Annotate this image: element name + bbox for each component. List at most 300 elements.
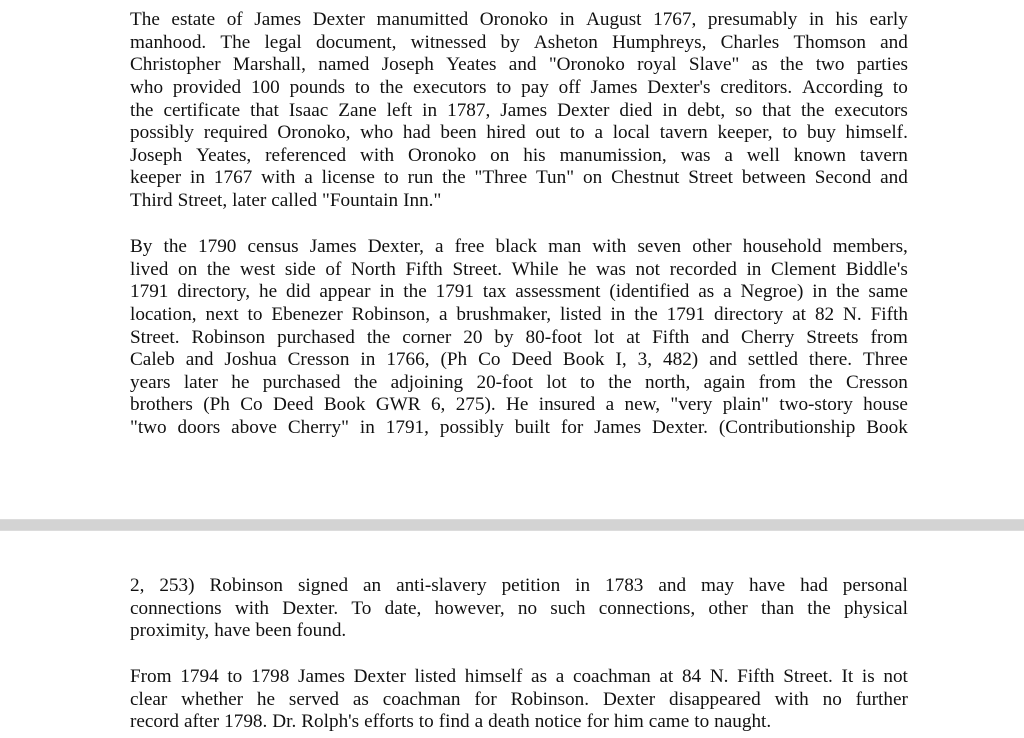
text-line: [130, 598, 908, 621]
word: off: [558, 76, 581, 98]
text-line: [130, 349, 908, 372]
word: naught.: [714, 711, 772, 733]
word: coachman: [382, 688, 461, 710]
text-line: [130, 145, 908, 168]
word: the: [608, 371, 632, 393]
word: Marshall,: [232, 54, 306, 76]
word: Cresson: [287, 349, 350, 371]
word: brushmaker,: [456, 303, 552, 325]
word: the: [403, 281, 427, 303]
word: appear: [319, 281, 371, 303]
word: Fifth: [405, 258, 443, 280]
word: Deed: [511, 349, 552, 371]
word: settled: [747, 349, 798, 371]
word: 84: [681, 666, 702, 687]
word: the: [130, 99, 154, 121]
word: buy: [807, 122, 836, 144]
word: later: [232, 190, 267, 212]
word: From: [130, 666, 172, 687]
word: was: [595, 258, 626, 280]
word: Street.: [783, 666, 833, 687]
word: presumably: [707, 9, 798, 30]
word: Cherry": [287, 417, 349, 439]
word: creditors.: [720, 76, 793, 98]
word: in: [422, 99, 438, 121]
word: 2,: [130, 575, 145, 596]
word: west: [239, 258, 276, 280]
word: Book: [323, 394, 366, 416]
word: other: [692, 236, 732, 257]
word: a: [474, 711, 484, 733]
word: black: [495, 236, 538, 257]
word: further: [855, 688, 908, 710]
word: The: [130, 9, 160, 30]
word: purchased: [262, 371, 341, 393]
word: Slave": [688, 54, 740, 76]
word: he: [258, 281, 278, 303]
word: connections: [130, 597, 222, 619]
word: 1791,: [385, 417, 429, 439]
word: Ebenezer: [271, 303, 343, 325]
word: date,: [384, 597, 422, 619]
word: to: [496, 76, 512, 98]
word: with: [360, 144, 395, 166]
word: personal: [842, 575, 908, 596]
word: James: [254, 9, 302, 30]
word: with: [774, 688, 809, 710]
word: to: [782, 122, 798, 144]
text-line: [130, 100, 908, 123]
word: in: [746, 258, 762, 280]
word: parties: [856, 54, 908, 76]
word: himself.: [845, 122, 908, 144]
word: debt,: [687, 99, 726, 121]
word: a: [594, 122, 603, 144]
word: no: [822, 688, 842, 710]
word: a: [555, 666, 565, 687]
word: Second: [814, 167, 872, 189]
word: new,: [624, 394, 661, 416]
word: certificate: [163, 99, 241, 121]
word: whether: [181, 688, 243, 710]
word: of: [226, 9, 243, 30]
word: He: [506, 394, 529, 416]
word: record: [130, 711, 179, 733]
word: estate: [171, 9, 216, 30]
word: Fifth: [870, 303, 908, 325]
word: his: [835, 9, 858, 30]
word: Three: [863, 349, 908, 371]
word: and: [658, 575, 687, 596]
text-line: [130, 711, 908, 734]
word: man: [548, 236, 582, 257]
word: Dexter.: [282, 597, 339, 619]
word: Oronoko: [408, 144, 477, 166]
word: run: [407, 167, 434, 189]
word: Zane: [338, 99, 377, 121]
word: on: [582, 167, 603, 189]
paragraph-anti-slavery-petition: [130, 575, 908, 643]
word: no: [517, 597, 538, 619]
word: Co: [478, 349, 501, 371]
word: brothers: [130, 394, 193, 416]
word: for: [560, 417, 584, 439]
word: insured: [538, 394, 596, 416]
word: 20: [463, 326, 483, 348]
word: To: [351, 597, 372, 619]
text-line: [130, 394, 908, 417]
word: I,: [615, 349, 627, 371]
word: the: [379, 76, 404, 98]
word: James: [298, 666, 345, 687]
word: left: [386, 99, 413, 121]
word: 1798: [250, 666, 290, 687]
word: for: [474, 688, 497, 710]
word: years: [130, 371, 171, 393]
word: his: [523, 144, 546, 166]
word: 1794: [180, 666, 219, 687]
word: executors: [834, 99, 908, 121]
word: same: [868, 281, 908, 303]
word: served: [288, 688, 339, 710]
word: anti-slavery: [396, 575, 487, 596]
word: manhood.: [130, 31, 207, 53]
word: plain": [722, 394, 769, 416]
word: lived: [130, 258, 169, 280]
word: keeper: [130, 167, 182, 189]
word: in: [812, 281, 828, 303]
paragraph-coachman: [130, 666, 908, 734]
word: in: [190, 167, 205, 189]
text-line: [130, 54, 908, 77]
word: who: [360, 122, 394, 144]
word: did: [285, 281, 311, 303]
word: been: [440, 122, 477, 144]
word: coachman: [572, 666, 651, 687]
word: and: [880, 31, 908, 53]
word: "two: [130, 417, 167, 439]
word: the: [206, 258, 231, 280]
word: not: [635, 258, 661, 280]
word: the: [800, 99, 825, 121]
text-line: [130, 122, 908, 145]
word: have: [748, 575, 786, 596]
word: Chestnut: [611, 167, 680, 189]
word: to: [569, 122, 585, 144]
word: free: [454, 236, 485, 257]
word: connections,: [598, 597, 696, 619]
word: himself: [464, 666, 523, 687]
word: the: [807, 597, 831, 619]
word: 6,: [430, 394, 446, 416]
word: Thomson: [793, 31, 866, 53]
word: as: [698, 281, 715, 303]
word: Humphreys,: [612, 31, 707, 53]
word: Robinson.: [510, 688, 590, 710]
word: by: [500, 31, 520, 53]
word: in: [379, 281, 395, 303]
word: and: [880, 167, 908, 189]
word: Dexter: [557, 99, 610, 121]
word: the: [163, 236, 187, 257]
word: listed: [414, 666, 457, 687]
word: 1791: [435, 281, 474, 303]
text-line: [130, 259, 908, 282]
word: Oronoko: [479, 9, 548, 30]
word: 3,: [637, 349, 653, 371]
word: to: [383, 167, 399, 189]
word: pounds: [289, 76, 346, 98]
word: Yeates: [446, 54, 497, 76]
word: August: [586, 9, 642, 30]
word: possibly: [439, 417, 504, 439]
word: north,: [645, 371, 691, 393]
word: Dr.: [272, 711, 297, 733]
text-line: [130, 304, 908, 327]
word: at: [792, 303, 807, 325]
word: have: [214, 620, 251, 642]
word: (Contributionship: [718, 417, 856, 439]
word: disappeared: [669, 688, 761, 710]
word: Caleb: [130, 349, 175, 371]
word: later: [183, 371, 218, 393]
word: and: [701, 326, 730, 348]
word: 275).: [455, 394, 496, 416]
word: on: [490, 144, 510, 166]
word: Fifth: [652, 326, 690, 348]
word: Joseph: [130, 144, 183, 166]
word: a: [605, 394, 615, 416]
word: again: [703, 371, 746, 393]
word: came: [648, 711, 690, 733]
word: 20-foot: [476, 371, 533, 393]
word: required: [203, 122, 268, 144]
word: notice: [534, 711, 582, 733]
word: Robinson: [191, 326, 266, 348]
word: for: [586, 711, 609, 733]
word: that: [250, 99, 279, 121]
word: a: [438, 303, 448, 325]
text-line: [130, 327, 908, 350]
word: manumission,: [559, 144, 667, 166]
word: out: [535, 122, 561, 144]
text-line: [130, 575, 908, 598]
word: may: [700, 575, 735, 596]
word: to: [354, 76, 370, 98]
word: a: [723, 281, 732, 303]
word: adjoining: [390, 371, 464, 393]
word: Asheton: [533, 31, 598, 53]
text-line: [130, 32, 908, 55]
word: (Ph: [203, 394, 230, 416]
paragraph-oronoko-manumission: [130, 9, 908, 213]
word: 80-foot: [525, 326, 583, 348]
word: side: [284, 258, 316, 280]
word: to: [892, 76, 908, 98]
word: and: [709, 349, 737, 371]
word: Fifth: [737, 666, 775, 687]
word: royal: [637, 54, 677, 76]
word: tavern: [859, 144, 908, 166]
word: Dexter's: [647, 76, 711, 98]
text-line: [130, 77, 908, 100]
word: after: [183, 711, 220, 733]
word: manumitted: [376, 9, 469, 30]
word: While: [511, 258, 559, 280]
word: find: [438, 711, 470, 733]
word: as: [352, 688, 369, 710]
word: died: [619, 99, 653, 121]
word: with: [261, 167, 296, 189]
word: a: [724, 144, 733, 166]
word: in: [360, 349, 376, 371]
word: Joseph: [381, 54, 434, 76]
word: According: [802, 76, 884, 98]
text-line: [130, 620, 908, 643]
word: seven: [637, 236, 682, 257]
word: Yeates,: [196, 144, 252, 166]
word: directory: [713, 303, 784, 325]
word: 1791: [130, 281, 169, 303]
word: the: [353, 371, 378, 393]
word: 253): [159, 575, 195, 596]
word: Christopher: [130, 54, 221, 76]
word: tax: [482, 281, 507, 303]
word: a: [435, 236, 444, 257]
word: Cherry: [741, 326, 795, 348]
word: Biddle's: [845, 258, 908, 280]
text-line: [130, 167, 908, 190]
word: above: [231, 417, 277, 439]
word: and: [185, 349, 214, 371]
text-line: [130, 281, 908, 304]
word: in: [559, 9, 575, 30]
word: such: [550, 597, 586, 619]
word: other: [708, 597, 748, 619]
word: in: [575, 575, 591, 596]
text-line: [130, 417, 908, 440]
word: "very: [670, 394, 713, 416]
word: Robinson: [209, 575, 284, 596]
word: keeper,: [717, 122, 773, 144]
word: been: [255, 620, 292, 642]
word: household: [742, 236, 822, 257]
word: was: [680, 144, 711, 166]
word: at: [659, 666, 674, 687]
word: James: [594, 417, 642, 439]
word: tavern: [659, 122, 708, 144]
word: in: [359, 417, 375, 439]
word: Clement: [771, 258, 837, 280]
word: called: [271, 190, 318, 212]
word: physical: [843, 597, 908, 619]
word: N.: [843, 303, 862, 325]
word: Book: [562, 349, 605, 371]
word: by: [494, 326, 514, 348]
word: Deed: [273, 394, 314, 416]
word: assessment: [515, 281, 601, 303]
word: than: [761, 597, 795, 619]
word: next: [205, 303, 239, 325]
word: Dexter,: [367, 236, 424, 257]
word: named: [318, 54, 370, 76]
word: with: [592, 236, 627, 257]
word: there.: [808, 349, 853, 371]
text-line: [130, 190, 908, 213]
word: pay: [521, 76, 549, 98]
word: with: [234, 597, 269, 619]
word: clear: [130, 688, 168, 710]
word: between: [741, 167, 806, 189]
word: possibly: [130, 122, 194, 144]
word: James: [309, 236, 357, 257]
word: he: [256, 688, 275, 710]
word: Cresson: [846, 371, 908, 393]
word: Street,: [177, 190, 228, 212]
word: Inn.": [403, 190, 442, 212]
word: legal: [264, 31, 302, 53]
word: Street.: [130, 326, 180, 348]
word: in: [662, 99, 678, 121]
word: corner: [402, 326, 452, 348]
word: document,: [315, 31, 397, 53]
word: to: [418, 711, 434, 733]
word: Streets: [806, 326, 859, 348]
word: Third: [130, 190, 173, 212]
word: Negroe): [740, 281, 804, 303]
word: James: [500, 99, 548, 121]
word: Oronoko,: [277, 122, 351, 144]
word: death: [488, 711, 530, 733]
word: GWR: [375, 394, 421, 416]
word: the: [809, 371, 833, 393]
word: as: [751, 54, 768, 76]
word: had: [800, 575, 828, 596]
word: Book: [866, 417, 908, 439]
word: hired: [486, 122, 526, 144]
word: to: [247, 303, 263, 325]
word: 1791: [666, 303, 706, 325]
word: 1787,: [447, 99, 491, 121]
word: "Three: [474, 167, 528, 189]
word: "Fountain: [322, 190, 399, 212]
word: North: [351, 258, 396, 280]
word: (identified: [609, 281, 690, 303]
word: "Oronoko: [548, 54, 625, 76]
word: listed: [559, 303, 602, 325]
word: members,: [832, 236, 908, 257]
word: recorded: [669, 258, 737, 280]
word: lot: [546, 371, 567, 393]
word: location,: [130, 303, 197, 325]
word: to: [227, 666, 243, 687]
word: house: [863, 394, 908, 416]
word: local: [612, 122, 651, 144]
word: Dexter: [353, 666, 406, 687]
word: not: [883, 666, 908, 687]
word: the: [634, 303, 658, 325]
word: Dexter: [602, 688, 656, 710]
word: two-story: [779, 394, 853, 416]
text-line: [130, 236, 908, 259]
word: is: [861, 666, 875, 687]
word: that: [762, 99, 791, 121]
word: executors: [412, 76, 487, 98]
text-line: [130, 372, 908, 395]
word: It: [841, 666, 854, 687]
word: census: [247, 236, 299, 257]
word: doors: [177, 417, 221, 439]
